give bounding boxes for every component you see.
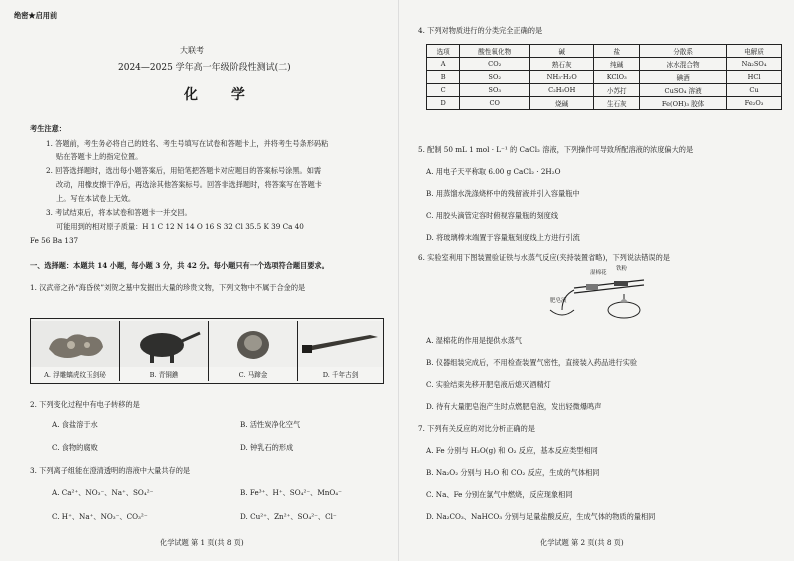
notice-line: 1. 答题前，考生务必将自己的姓名、考生号填写在试卷和答题卡上，并将考生号条形码粘 [46, 139, 329, 148]
table-cell: 熟石灰 [530, 58, 594, 71]
table-cell: Fe(OH)₃ 胶体 [640, 97, 727, 110]
question-1: 1. 汉武帝之孙“海昏侯”刘贺之墓中发掘出大量的珍贵文物，下列文物中不属于合金的是 [30, 283, 306, 292]
option: A. Fe 分别与 H₂O(g) 和 O₂ 反应，基本反应类型相同 [426, 446, 598, 455]
artifact-image-strip [30, 318, 384, 384]
artifact-gold [209, 321, 298, 381]
artifact-sword [298, 321, 383, 381]
option: C. 用胶头滴管定容时俯视容量瓶的刻度线 [426, 211, 559, 220]
table-row [427, 84, 782, 97]
option: B. 活性炭净化空气 [240, 420, 301, 429]
table-header: 选项 [427, 45, 460, 58]
table-cell: Na₂SO₄ [727, 58, 782, 71]
option: B. Fe³⁺、H⁺、SO₄²⁻、MnO₄⁻ [240, 488, 342, 497]
question-4: 4. 下列对物质进行的分类完全正确的是 [418, 26, 543, 35]
option: C. 食物的腐败 [52, 443, 98, 452]
subject-title: 化 学 [184, 87, 259, 103]
artifact-caption: D. 千年古剑 [322, 371, 359, 379]
notice-title: 考生注意： [30, 124, 66, 133]
question-6: 6. 实验室利用下图装置验证铁与水蒸气反应(夹持装置省略)，下列说法错误的是 [418, 253, 670, 262]
table-header-row [427, 45, 782, 58]
option: D. 将玻璃棒末端置于容量瓶刻度线上方进行引流 [426, 233, 580, 242]
question-3: 3. 下列离子组能在澄清透明的溶液中大量共存的是 [30, 466, 191, 475]
jade-artifact-image [31, 321, 119, 367]
bronze-vessel-image [120, 321, 208, 367]
horseshoe-gold-image [209, 321, 297, 367]
table-cell: 生石灰 [594, 97, 640, 110]
apparatus-label: 湿棉花 [590, 270, 607, 276]
option: C. H⁺、Na⁺、NO₃⁻、CO₃²⁻ [52, 512, 148, 521]
section-heading: 一、选择题：本题共 14 小题，每小题 3 分，共 42 分。每小题只有一个选项符合题目要求。 [30, 261, 329, 270]
table-cell: SO₂ [460, 71, 530, 84]
table-cell: B [427, 71, 460, 84]
artifact-bronze [120, 321, 209, 381]
table-cell: Fe₂O₃ [727, 97, 782, 110]
apparatus-label: 肥皂液 [550, 298, 567, 304]
table-cell: HCl [727, 71, 782, 84]
table-cell: CuSO₄ 溶液 [640, 84, 727, 97]
table-cell: KClO₃ [594, 71, 640, 84]
option: A. Ca²⁺、NO₃⁻、Na⁺、SO₄²⁻ [52, 488, 154, 497]
atomic-mass-line: 可能用到的相对原子质量：H 1 C 12 N 14 O 16 S 32 Cl 35.5 K 39 Ca 40 [56, 222, 304, 231]
question-2: 2. 下列变化过程中有电子转移的是 [30, 400, 140, 409]
option: A. 食盐溶于水 [52, 420, 98, 429]
artifact-caption: A. 浮雕螭虎纹玉剑珌 [44, 371, 106, 379]
table-cell: 小苏打 [594, 84, 640, 97]
table-header: 盐 [594, 45, 640, 58]
page-2 [404, 0, 794, 561]
exam-title: 2024—2025 学年高一年级阶段性测试(二) [118, 63, 291, 73]
artifact-jade [31, 321, 120, 381]
option: B. 仪器组装完成后，不用检查装置气密性，直接装入药品进行实验 [426, 358, 638, 367]
question-7: 7. 下列有关反应的对比分析正确的是 [418, 424, 535, 433]
notice-line: 改动，用橡皮擦干净后，再选涂其他答案标号。回答非选择题时，将答案写在答题卡 [56, 180, 322, 189]
table-cell: 冰水混合物 [640, 58, 727, 71]
notice-line: 贴在答题卡上的指定位置。 [56, 152, 143, 161]
question-5: 5. 配制 50 mL 1 mol · L⁻¹ 的 CaCl₂ 溶液，下列操作可导致所配溶液的浓度偏大的是 [418, 145, 694, 154]
option: C. 实验结束先移开肥皂液后熄灭酒精灯 [426, 380, 551, 389]
option: A. 用电子天平称取 6.00 g CaCl₂ · 2H₂O [426, 167, 561, 176]
table-cell: CO₂ [460, 58, 530, 71]
table-row [427, 71, 782, 84]
secret-label: 绝密★启用前 [14, 11, 58, 20]
table-cell: C₂H₅OH [530, 84, 594, 97]
option: B. 用蒸馏水洗涤烧杯中的残留液并引入容量瓶中 [426, 189, 580, 198]
option: B. Na₂O₂ 分别与 H₂O 和 CO₂ 反应，生成的气体相同 [426, 468, 600, 477]
classification-table [426, 44, 782, 110]
artifact-caption: C. 马蹄金 [238, 371, 268, 379]
option: D. 钟乳石的形成 [240, 443, 294, 452]
table-cell: A [427, 58, 460, 71]
table-cell: C [427, 84, 460, 97]
table-cell: 纯碱 [594, 58, 640, 71]
table-cell: Cu [727, 84, 782, 97]
option: D. Cu²⁺、Zn²⁺、SO₄²⁻、Cl⁻ [240, 512, 337, 521]
table-cell: D [427, 97, 460, 110]
exam-org: 大联考 [180, 46, 204, 55]
apparatus-label: 铁粉 [616, 266, 628, 272]
artifact-caption: B. 青铜鐎 [149, 371, 179, 379]
table-header: 碱 [530, 45, 594, 58]
notice-line: 上。写在本试卷上无效。 [56, 194, 136, 203]
table-row [427, 97, 782, 110]
table-row [427, 58, 782, 71]
ancient-sword-image [298, 321, 383, 367]
atomic-mass-line: Fe 56 Ba 137 [30, 236, 79, 245]
page-divider [398, 0, 399, 561]
option: A. 湿棉花的作用是提供水蒸气 [426, 336, 523, 345]
option: D. 待有大量肥皂泡产生时点燃肥皂泡，发出轻微爆鸣声 [426, 402, 602, 411]
table-header: 分散系 [640, 45, 727, 58]
page-footer: 化学试题 第 1 页(共 8 页) [160, 538, 244, 547]
table-cell: 碘酒 [640, 71, 727, 84]
notice-line: 2. 回答选择题时，选出每小题答案后，用铅笔把答题卡对应题目的答案标号涂黑。如需 [46, 166, 322, 175]
page-footer: 化学试题 第 2 页(共 8 页) [540, 538, 624, 547]
notice-line: 3. 考试结束后，将本试卷和答题卡一并交回。 [46, 208, 192, 217]
table-cell: SO₃ [460, 84, 530, 97]
option: C. Na、Fe 分别在氯气中燃烧，反应现象相同 [426, 490, 573, 499]
table-cell: CO [460, 97, 530, 110]
table-cell: NH₃·H₂O [530, 71, 594, 84]
table-cell: 烧碱 [530, 97, 594, 110]
table-header: 电解质 [727, 45, 782, 58]
table-header: 酸性氧化物 [460, 45, 530, 58]
option: D. Na₂CO₃、NaHCO₃ 分别与足量盐酸反应，生成气体的物质的量相同 [426, 512, 656, 521]
